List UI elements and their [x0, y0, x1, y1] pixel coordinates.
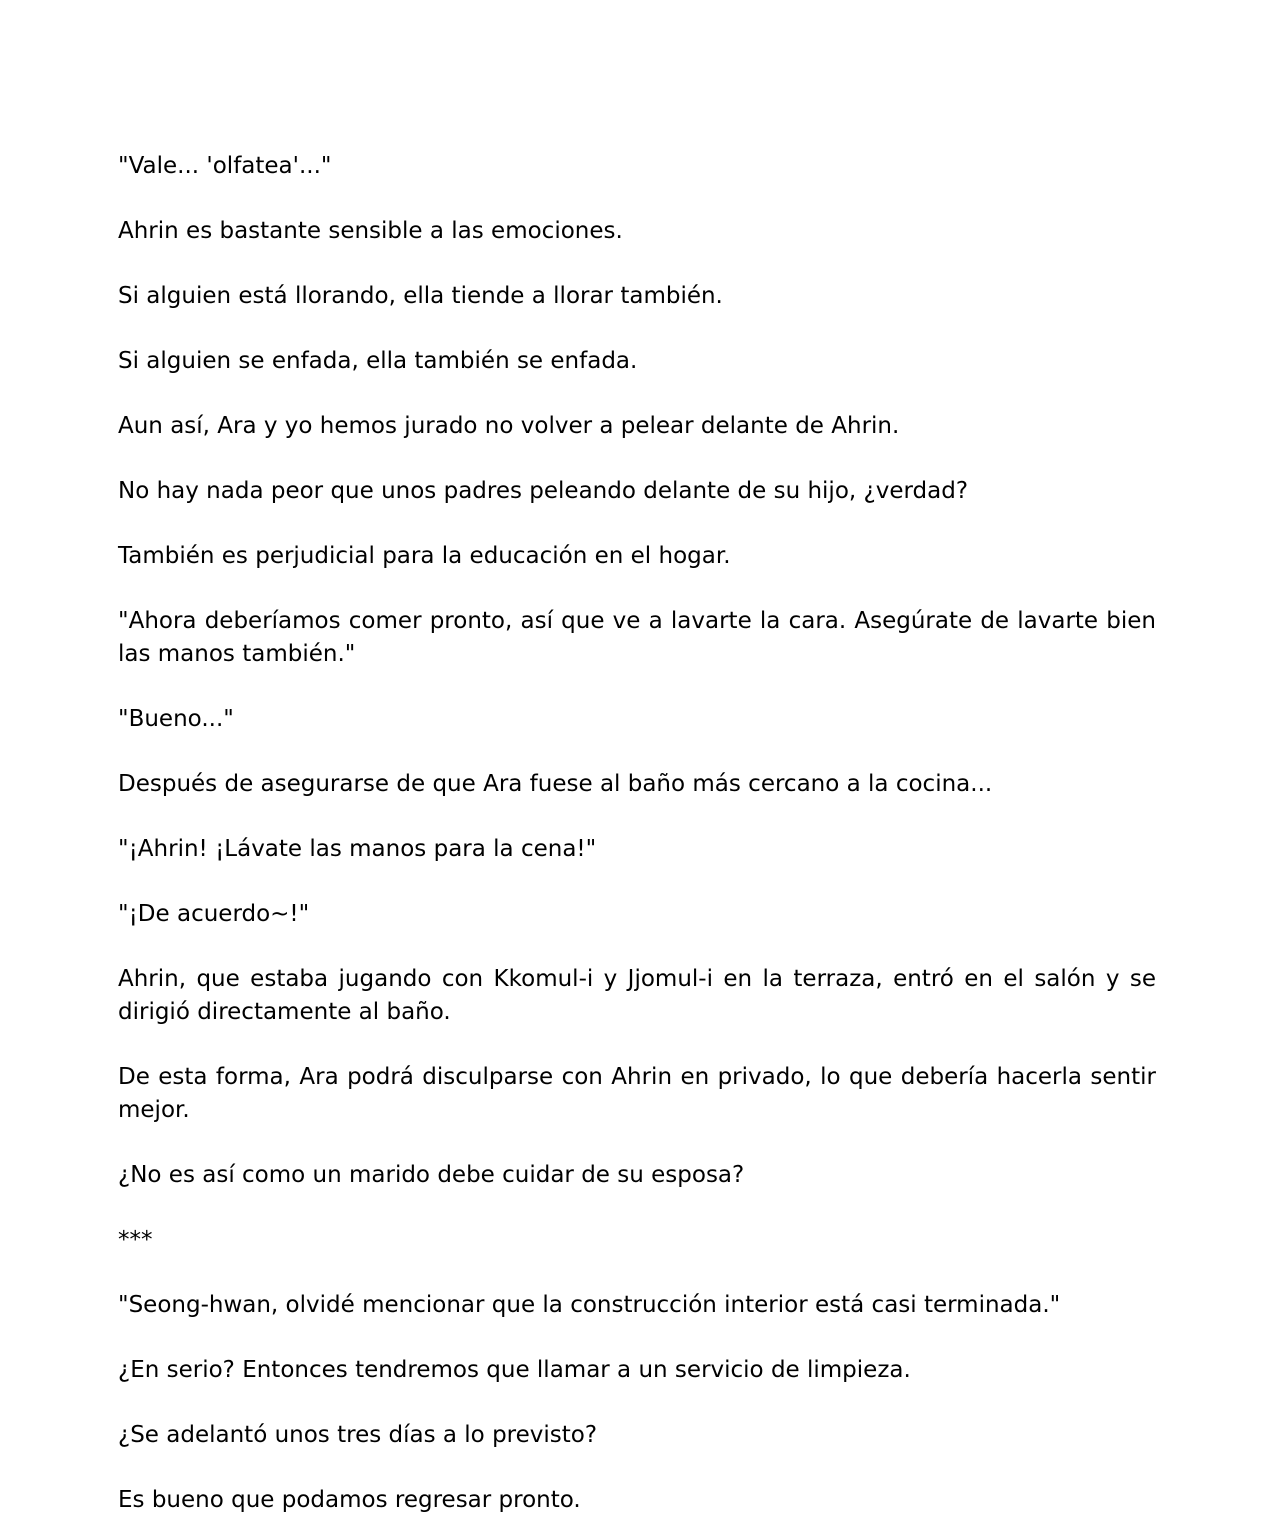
paragraph: Ahrin, que estaba jugando con Kkomul-i y Jjomul-i en la terraza, entró en el salón y se dirigió directamente al baño. — [118, 966, 1156, 1025]
paragraph: Aun así, Ara y yo hemos jurado no volver a pelear delante de Ahrin. — [118, 413, 900, 439]
paragraph: No hay nada peor que unos padres peleando delante de su hijo, ¿verdad? — [118, 478, 969, 504]
paragraph: Después de asegurarse de que Ara fuese al baño más cercano a la cocina... — [118, 771, 993, 797]
paragraph: "¡Ahrin! ¡Lávate las manos para la cena!" — [118, 836, 597, 862]
paragraph: ¿No es así como un marido debe cuidar de su esposa? — [118, 1162, 745, 1188]
scene-break: *** — [118, 1227, 153, 1253]
paragraph: "Vale... 'olfatea'..." — [118, 153, 332, 179]
paragraph: Si alguien se enfada, ella también se enfada. — [118, 348, 638, 374]
paragraph: Ahrin es bastante sensible a las emociones. — [118, 218, 623, 244]
paragraph: Si alguien está llorando, ella tiende a llorar también. — [118, 283, 723, 309]
paragraph: De esta forma, Ara podrá disculparse con Ahrin en privado, lo que debería hacerla sentir mejor. — [118, 1064, 1156, 1123]
paragraph: ¿En serio? Entonces tendremos que llamar a un servicio de limpieza. — [118, 1357, 911, 1383]
document-body — [118, 150, 1156, 1515]
paragraph: "Ahora deberíamos comer pronto, así que ve a lavarte la cara. Asegúrate de lavarte bien las manos también." — [118, 608, 1156, 667]
paragraph: "Bueno..." — [118, 706, 234, 732]
paragraph: "Seong-hwan, olvidé mencionar que la construcción interior está casi terminada." — [118, 1292, 1061, 1318]
paragraph: "¡De acuerdo~!" — [118, 901, 310, 927]
paragraph: Es bueno que podamos regresar pronto. — [118, 1487, 581, 1513]
paragraph: También es perjudicial para la educación en el hogar. — [118, 543, 731, 569]
paragraph: ¿Se adelantó unos tres días a lo previsto? — [118, 1422, 598, 1448]
